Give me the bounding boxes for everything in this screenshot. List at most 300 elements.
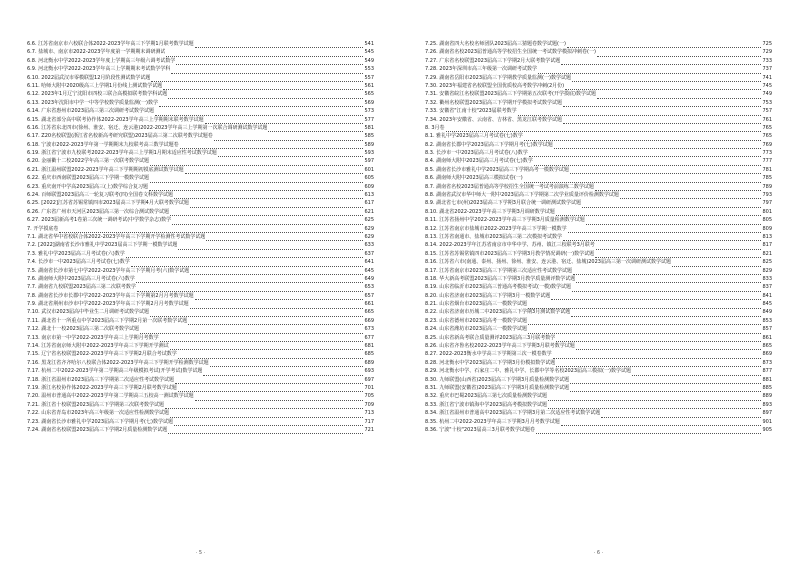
toc-entry[interactable] — [425, 208, 772, 216]
toc-entry-title: 8.30. 九师联盟(山西省)2023届高三下学期3月质量检测数学试题 — [425, 376, 570, 383]
toc-entry[interactable] — [425, 216, 772, 224]
toc-entry-title: 8.21. 山东省烟台市2023届高三一模数学试题 — [425, 301, 528, 308]
toc-leader-dots — [166, 50, 363, 57]
toc-leader-dots — [185, 167, 364, 174]
toc-entry-page: 765 — [762, 124, 772, 131]
toc-entry[interactable] — [425, 233, 772, 241]
toc-entry-page: 825 — [762, 259, 772, 266]
toc-entry[interactable] — [27, 392, 374, 400]
toc-entry[interactable] — [425, 48, 772, 56]
toc-leader-dots — [565, 83, 761, 90]
toc-entry-title: 8.27. 2022-2023衡水中学高三下学期第三次一模卷数学 — [425, 351, 552, 358]
toc-entry-page: 721 — [364, 426, 374, 433]
toc-leader-dots — [190, 201, 364, 208]
toc-entry-page: 637 — [364, 250, 374, 257]
toc-entry[interactable] — [27, 48, 374, 56]
toc-entry-title: 7.19. 浙江名校协作体2022-2023学年高三下学期2月联考数学试题 — [27, 385, 177, 391]
toc-leader-dots — [214, 134, 364, 141]
toc-leader-dots — [534, 159, 762, 166]
toc-leader-dots — [172, 217, 363, 224]
toc-entry-page: 793 — [762, 192, 772, 199]
toc-entry-page: 897 — [762, 410, 772, 417]
toc-entry-title: 7.18. 浙江省温州市2023届高三下学期第二次适应性考试数学试题 — [27, 376, 175, 383]
toc-entry-title: 6.8. 河北衡水中学2022-2023学年度上学期高三年级六调考试数学 — [27, 57, 176, 64]
toc-entry-title: 8.23. 山东省德州市2023届高考一模数学试题 — [425, 317, 528, 324]
toc-leader-dots — [672, 259, 762, 266]
toc-leader-dots — [210, 360, 364, 367]
toc-entry[interactable] — [27, 233, 374, 241]
toc-entry[interactable] — [425, 367, 772, 375]
toc-entry-title: 7.31. 安徽省皖江名校联盟2023届高三下学期第五次联考(开学摸底)数学试题 — [425, 91, 596, 98]
toc-entry[interactable] — [425, 283, 772, 291]
toc-entry-page: 845 — [762, 301, 772, 308]
toc-entry[interactable] — [425, 241, 772, 249]
toc-leader-dots — [556, 335, 761, 342]
toc-entry[interactable] — [27, 208, 374, 216]
toc-entry-page: 745 — [762, 82, 772, 89]
toc-entry[interactable] — [27, 124, 374, 132]
toc-entry-page: 581 — [364, 124, 374, 131]
toc-entry-page: 565 — [364, 91, 374, 98]
toc-entry-page: 769 — [762, 141, 772, 148]
toc-entry[interactable] — [425, 74, 772, 82]
toc-entry[interactable] — [27, 183, 374, 191]
toc-leader-dots — [597, 92, 762, 99]
toc-entry-title: 8.32. 重庆市巴蜀2023届高三第七次质量检测数学试题 — [425, 393, 548, 400]
toc-entry[interactable] — [425, 267, 772, 275]
toc-entry[interactable] — [27, 166, 374, 174]
toc-list-left — [27, 40, 374, 434]
toc-entry-page: 649 — [364, 275, 374, 282]
toc-entry-title: 7.30. 2023年福建省名校联盟全国优质校高考数学冲刺(2月份) — [425, 82, 565, 89]
toc-entry[interactable] — [27, 300, 374, 308]
toc-entry-title: 8.25. 山东省新高考联合质量测评2023届高三3月联考数学 — [425, 334, 556, 341]
toc-entry[interactable] — [27, 225, 374, 233]
toc-entry-page: 785 — [762, 175, 772, 182]
toc-entry-page: 665 — [364, 309, 374, 316]
toc-entry-page: 753 — [762, 99, 772, 106]
toc-leader-dots — [188, 318, 363, 325]
toc-entry[interactable] — [27, 401, 374, 409]
toc-leader-dots — [572, 285, 762, 292]
toc-leader-dots — [171, 66, 363, 73]
toc-entry-page: 573 — [364, 108, 374, 115]
toc-entry-title: 7.23. 湖南省长沙市雅礼中学2023届高三下学期月考(七)数学试题 — [27, 418, 173, 425]
toc-leader-dots — [556, 360, 761, 367]
toc-entry-page: 689 — [364, 359, 374, 366]
toc-entry-title: 6.11. 哈师大附中2020级高三上学期1月份线上测试数学试题 — [27, 82, 163, 89]
toc-entry-title: 7.1. 湖北省华中省校联合体2022-2023学年高三下学期开学检测性考试数学试题 — [27, 233, 206, 240]
toc-entry-page: 725 — [762, 40, 772, 47]
toc-entry[interactable] — [27, 74, 374, 82]
toc-entry[interactable] — [27, 149, 374, 157]
toc-entry-page: 593 — [364, 150, 374, 157]
toc-entry-page: 829 — [762, 267, 772, 274]
toc-entry[interactable] — [27, 65, 374, 73]
toc-entry-title: 7.14. 江苏省南京师大附中2022-2023学年高三下学期开学测试 — [27, 343, 169, 350]
toc-entry[interactable] — [27, 367, 374, 375]
toc-entry-page: 541 — [364, 40, 374, 47]
toc-entry[interactable] — [27, 216, 374, 224]
toc-entry-title: 7.4. 长沙市一中2023届高三月考试卷(七)数学 — [27, 259, 130, 266]
toc-entry[interactable] — [27, 342, 374, 350]
toc-leader-dots — [601, 410, 761, 417]
toc-entry-title: 7.2. [2022]湖南省长沙市雅礼中学2023届高三下学期一模数学试题 — [27, 242, 178, 249]
toc-entry-title: 8.1. 雅礼中学2023届高三月考试卷(七)数学 — [425, 133, 523, 140]
toc-entry[interactable] — [27, 350, 374, 358]
toc-leader-dots — [190, 301, 364, 308]
toc-leader-dots — [446, 125, 762, 132]
toc-leader-dots — [175, 377, 363, 384]
toc-entry[interactable] — [425, 317, 772, 325]
toc-entry-title: 7.7. 湖南省九校联盟2023届高三第二次联考数学 — [27, 284, 136, 291]
toc-entry[interactable] — [425, 183, 772, 191]
toc-entry[interactable] — [425, 166, 772, 174]
toc-entry[interactable] — [425, 174, 772, 182]
toc-entry[interactable] — [27, 426, 374, 434]
toc-entry-page: 557 — [364, 74, 374, 81]
toc-leader-dots — [582, 201, 762, 208]
toc-entry[interactable] — [27, 325, 374, 333]
toc-entry[interactable] — [425, 418, 772, 426]
toc-entry-page: 645 — [364, 267, 374, 274]
toc-entry[interactable] — [425, 342, 772, 350]
toc-entry-title: 8.9. 湖北省七市(州)2023届高三下学期3月联合统一调研测试数学试题 — [425, 200, 581, 207]
toc-entry[interactable] — [27, 250, 374, 258]
toc-entry[interactable] — [425, 199, 772, 207]
toc-entry-page: 737 — [762, 66, 772, 73]
toc-entry-page: 809 — [762, 225, 772, 232]
toc-entry[interactable] — [425, 124, 772, 132]
toc-entry-page: 561 — [364, 82, 374, 89]
toc-entry[interactable] — [425, 275, 772, 283]
toc-entry[interactable] — [27, 334, 374, 342]
toc-entry[interactable] — [425, 107, 772, 115]
toc-entry-page: 869 — [762, 351, 772, 358]
toc-entry-title: 7.24. 湖南省名校联盟2023届高三下学期2月质量检测数学试题 — [27, 426, 168, 433]
toc-entry[interactable] — [425, 409, 772, 417]
toc-entry[interactable] — [27, 107, 374, 115]
toc-entry[interactable] — [27, 292, 374, 300]
toc-entry-title: 6.15. 湖北省部分高中联考协作体2022-2023学年高三上学期期末联考数学试题 — [27, 116, 204, 123]
toc-leader-dots — [126, 251, 364, 258]
toc-entry[interactable] — [425, 40, 772, 48]
toc-entry[interactable] — [27, 157, 374, 165]
toc-entry[interactable] — [27, 409, 374, 417]
toc-leader-dots — [556, 209, 762, 216]
toc-entry-title: 6.12. 2023年1月辽宁沈阳市四校三联合高模拟联考数学科试题 — [27, 91, 168, 98]
toc-leader-dots — [597, 50, 762, 57]
toc-leader-dots — [174, 192, 364, 199]
toc-leader-dots — [150, 175, 363, 182]
toc-entry-page: 733 — [762, 57, 772, 64]
toc-entry-title: 6.21. 浙江温州联盟2022-2023学年高三下学期期初摸底测试数学试题 — [27, 166, 184, 173]
toc-leader-dots — [136, 276, 364, 283]
toc-entry[interactable] — [27, 359, 374, 367]
toc-entry[interactable] — [425, 392, 772, 400]
toc-leader-dots — [570, 377, 761, 384]
toc-leader-dots — [595, 251, 761, 258]
toc-entry-page: 641 — [364, 259, 374, 266]
toc-entry[interactable] — [27, 384, 374, 392]
toc-entry-title: 6.22. 重庆市西南联盟2023届高三下学期一模数学试题 — [27, 175, 150, 182]
toc-entry-page: 901 — [762, 418, 772, 425]
toc-entry[interactable] — [425, 132, 772, 140]
toc-entry-page: 837 — [762, 284, 772, 291]
toc-leader-dots — [206, 234, 363, 241]
toc-entry-title: 8.26. 山东省齐鲁名校2022-2023学年高三下学期3月联考数学试题 — [425, 343, 575, 350]
toc-entry-title: 7.8. 湖南省长沙市长郡中学2022-2023学年高三下学期第2月月考数学试题 — [27, 292, 194, 299]
toc-entry[interactable] — [27, 376, 374, 384]
toc-entry-title: 8.6. 湖南师大附中2023届高三模拟试卷(一) — [425, 175, 523, 182]
toc-leader-dots — [163, 83, 363, 90]
toc-entry-title: 8.2. 湖南省长郡中学2023届高三下学期月考(七)数学试题 — [425, 141, 553, 148]
toc-leader-dots — [150, 310, 363, 317]
toc-entry[interactable] — [425, 401, 772, 409]
toc-entry-page: 609 — [364, 183, 374, 190]
toc-entry[interactable] — [27, 317, 374, 325]
toc-entry-title: 7.33. 安徽省"江南十校"2023届联考数学 — [425, 108, 517, 115]
toc-entry-page: 549 — [364, 57, 374, 64]
toc-leader-dots — [567, 41, 762, 48]
toc-leader-dots — [570, 385, 761, 392]
toc-entry-title: 6.10. 2022届武汉市零模联盟12月阶段性测试数学试题 — [27, 74, 151, 81]
toc-leader-dots — [561, 58, 761, 65]
toc-entry[interactable] — [425, 57, 772, 65]
toc-entry-page: 697 — [364, 376, 374, 383]
toc-leader-dots — [137, 285, 364, 292]
toc-entry[interactable] — [425, 157, 772, 165]
toc-entry[interactable] — [27, 309, 374, 317]
toc-entry-page: 717 — [364, 418, 374, 425]
toc-entry-page: 553 — [364, 66, 374, 73]
toc-entry-title: 7.11. 湖北省十一所重点中学2023届高三下学期2月第一次联考数学试题 — [27, 317, 188, 324]
toc-entry-page: 865 — [762, 343, 772, 350]
toc-entry[interactable] — [425, 225, 772, 233]
toc-leader-dots — [528, 318, 761, 325]
toc-entry[interactable] — [425, 82, 772, 90]
toc-entry[interactable] — [27, 283, 374, 291]
toc-entry[interactable] — [27, 99, 374, 107]
toc-entry[interactable] — [425, 350, 772, 358]
toc-entry-page: 601 — [364, 166, 374, 173]
toc-entry[interactable] — [425, 309, 772, 317]
toc-entry[interactable] — [27, 267, 374, 275]
toc-entry[interactable] — [27, 40, 374, 48]
toc-leader-dots — [568, 226, 762, 233]
toc-leader-dots — [620, 192, 762, 199]
toc-entry-title: 8.11. 江苏省扬州中学2022-2023学年高三下学期3月质量检测数学试题 — [425, 217, 585, 224]
toc-leader-dots — [554, 142, 762, 149]
toc-leader-dots — [548, 402, 761, 409]
toc-entry-title: 8.15. 江苏省苏锡常镇四市2023届高三下学期3月教学情况调研(一)数学试题 — [425, 250, 595, 257]
toc-leader-dots — [570, 167, 762, 174]
toc-leader-dots — [195, 41, 364, 48]
toc-entry-title: 7.21. 浙江省十校联盟2023届高三下学期第三次联考数学试题 — [27, 401, 165, 408]
toc-entry[interactable] — [425, 426, 772, 434]
toc-entry[interactable] — [27, 258, 374, 266]
toc-entry-page: 857 — [762, 326, 772, 333]
toc-entry-title: 8.29. 河北衡水中学、石家庄二中、雅礼中学、长郡中学等名校2023届高三模拟(一)数学试题 — [425, 368, 631, 375]
toc-entry-title: 8.5. 湖南省长沙市雅礼中学2023届高三下学期高考一模数学试题 — [425, 166, 569, 173]
toc-leader-dots — [168, 427, 363, 434]
toc-entry-page: 705 — [364, 393, 374, 400]
toc-entry-title: 6.17. Z20名校联盟(浙江省名校新高考研究联盟)2023届高三第二次联考数学试题卷 — [27, 133, 213, 140]
toc-entry-title: 8.16. 江苏省六市(南通、泰州、扬州、徐州、淮安、连云港、宿迁、盐城)2023届高三第一次调研测试数学试题 — [425, 259, 671, 266]
toc-entry-title: 7.17. 杭州二中2022-2023学年第二学期高三年级模拟考试(开学考试)数学试题 — [27, 368, 203, 375]
toc-leader-dots — [150, 159, 363, 166]
toc-entry-page: 841 — [762, 292, 772, 299]
toc-entry-title: 8.20. 山东省济南市2023届高三下学期3月一模数学试题 — [425, 292, 551, 299]
toc-entry-page: 765 — [762, 133, 772, 140]
toc-leader-dots — [563, 100, 761, 107]
toc-leader-dots — [572, 75, 762, 82]
toc-entry-title: 6.13. 2023年沈阳市中学一中等学校数学质量监测(一)数学 — [27, 99, 158, 106]
toc-leader-dots — [548, 394, 761, 401]
toc-entry-title: 7.9. 湖北省荆州市沙市中学2022-2023学年高三下学期2月月考数学试题 — [27, 301, 189, 308]
toc-entry-title: 6.16. 江苏省东北四市(徐州、淮安、宿迁、连云港)2022-2023学年高三上学期第一次联合调研测试数学试题 — [27, 124, 268, 131]
page-number-right: · 6 · — [593, 550, 604, 556]
toc-entry-title: 8.31. 九师联盟(安徽省)2023届高三下学期3月质量检测数学试题 — [425, 385, 570, 391]
toc-entry-title: 6.14. 广东省惠州市2023届高三第三次调研考试数学试题 — [27, 108, 155, 115]
toc-entry-page: 685 — [364, 351, 374, 358]
toc-entry[interactable] — [425, 90, 772, 98]
toc-entry-page: 893 — [762, 401, 772, 408]
toc-entry[interactable] — [425, 300, 772, 308]
page-number-left: · 5 · — [195, 550, 206, 556]
toc-entry[interactable] — [425, 116, 772, 124]
toc-page-right — [425, 40, 772, 556]
toc-entry-title: 8.34. 浙江省温州市普通高中2023届高三下学期3月第二次适应性考试数学试题 — [425, 410, 601, 417]
toc-entry[interactable] — [425, 376, 772, 384]
toc-leader-dots — [131, 259, 364, 266]
toc-entry-title: 7.27. 广东省名校联盟2023届高三下学期2月大联考数学试题 — [425, 57, 561, 64]
toc-entry-page: 713 — [364, 410, 374, 417]
toc-entry-page: 749 — [762, 91, 772, 98]
toc-entry-page: 801 — [762, 208, 772, 215]
toc-entry[interactable] — [425, 99, 772, 107]
toc-entry-page: 629 — [364, 225, 374, 232]
toc-entry-page: 889 — [762, 393, 772, 400]
toc-entry[interactable] — [425, 384, 772, 392]
toc-entry[interactable] — [425, 250, 772, 258]
toc-entry[interactable] — [27, 132, 374, 140]
toc-entry[interactable] — [27, 82, 374, 90]
toc-entry-title: 7.3. 雅礼中学2023届高三月考试卷(六)数学 — [27, 250, 125, 257]
toc-leader-dots — [160, 335, 364, 342]
toc-entry[interactable] — [27, 141, 374, 149]
toc-entry-title: 8.33. 浙江省宁波市镇海中学2023届高考模拟数学试题 — [425, 401, 548, 408]
toc-entry-page: 693 — [364, 368, 374, 375]
toc-entry[interactable] — [27, 191, 374, 199]
toc-leader-dots — [178, 352, 364, 359]
toc-entry[interactable] — [425, 65, 772, 73]
toc-entry[interactable] — [425, 191, 772, 199]
toc-leader-dots — [159, 100, 364, 107]
toc-entry[interactable] — [27, 199, 374, 207]
toc-leader-dots — [529, 150, 762, 157]
toc-entry-page: 661 — [364, 301, 374, 308]
toc-entry-title: 7.28. 2023年深圳市高三年级第一次调研考试数学 — [425, 66, 538, 73]
toc-leader-dots — [140, 326, 363, 333]
toc-entry[interactable] — [27, 90, 374, 98]
toc-entry-title: 6.24. 百师联盟2023届高三一轮复习联考(四)全国卷文科数学试题 — [27, 192, 173, 199]
toc-entry[interactable] — [425, 359, 772, 367]
toc-leader-dots — [205, 117, 364, 124]
toc-entry[interactable] — [27, 57, 374, 65]
toc-entry-page: 605 — [364, 175, 374, 182]
toc-entry[interactable] — [425, 292, 772, 300]
toc-entry-page: 833 — [762, 275, 772, 282]
toc-entry-page: 773 — [762, 150, 772, 157]
toc-entry-title: 7.25. 湖南省四大名校名师团队2023届高三猜题卷数学试题(一) — [425, 40, 566, 47]
toc-entry-page: 849 — [762, 309, 772, 316]
toc-entry[interactable] — [425, 334, 772, 342]
toc-leader-dots — [596, 243, 762, 250]
toc-entry-page: 625 — [364, 217, 374, 224]
toc-leader-dots — [586, 217, 762, 224]
toc-entry-page: 621 — [364, 208, 374, 215]
toc-entry-page: 741 — [762, 74, 772, 81]
toc-entry-page: 577 — [364, 116, 374, 123]
toc-leader-dots — [528, 301, 761, 308]
toc-entry-title: 7.5. 湖南省长沙市第七中学2022-2023学年高三下学期月考(六)数学试题 — [27, 267, 190, 274]
toc-entry-title: 8.3. 长沙市一中2023届高三月考试卷(八)数学 — [425, 150, 528, 157]
toc-entry-page: 861 — [762, 334, 772, 341]
toc-entry[interactable] — [27, 418, 374, 426]
toc-entry-page: 677 — [364, 334, 374, 341]
toc-entry[interactable] — [27, 174, 374, 182]
toc-entry-title: 8.8. 湖南省武汉市华中师大一附中2023届高三下学期第二次学业质量评价检测数学试题 — [425, 192, 619, 199]
toc-entry-page: 617 — [364, 200, 374, 207]
toc-page-left — [27, 40, 374, 556]
toc-entry-page: 777 — [762, 158, 772, 165]
toc-entry-title: 7.15. 辽宁省名校联盟2022-2023学年高三下学期2月联合考试数学 — [27, 351, 177, 358]
toc-entry-title: 6.19. 浙江省宁波市九校联考2022-2023学年高三上学期1月期末适应性考试数学试题 — [27, 150, 217, 157]
toc-entry[interactable] — [425, 141, 772, 149]
toc-leader-dots — [168, 92, 363, 99]
toc-entry-page: 669 — [364, 317, 374, 324]
toc-entry-title: 7.6. 湖南师大附中2023届高三月考试卷(六)数学 — [27, 275, 135, 282]
toc-entry-title: 6.6. 江苏省南京市六校联合体2022-2023学年高三下学期1月联考数学试题 — [27, 40, 194, 47]
toc-entry-title: 6.9. 河北衡水中学2022-2023学年高三上学期期末考试数学学科 — [27, 66, 171, 73]
toc-leader-dots — [553, 352, 762, 359]
toc-entry-title: 6.26. 广东省广州市天河区2023届高三第一次综合测试数学试题 — [27, 208, 170, 215]
toc-entry-title: 8.13. 江苏省南通市、盐城市2023届高三第二次模拟考试数学 — [425, 233, 563, 240]
toc-entry[interactable] — [27, 275, 374, 283]
toc-entry-page: 673 — [364, 326, 374, 333]
toc-leader-dots — [561, 419, 762, 426]
toc-entry[interactable] — [425, 149, 772, 157]
toc-entry-page: 761 — [762, 116, 772, 123]
toc-entry-page: 681 — [364, 343, 374, 350]
toc-entry-title: 6.20. 金丽衢十二校2022学年高三第一次联考数学试题 — [27, 158, 150, 165]
toc-entry[interactable] — [27, 241, 374, 249]
toc-entry[interactable] — [425, 258, 772, 266]
toc-leader-dots — [174, 419, 364, 426]
toc-leader-dots — [632, 368, 762, 375]
toc-entry-title: 6.7. 盐城市、南京市2022-2023学年度第一学期期末调研测试 — [27, 49, 166, 56]
toc-entry-page: 905 — [762, 426, 772, 433]
toc-entry-page: 729 — [762, 49, 772, 56]
toc-entry-page: 757 — [762, 108, 772, 115]
toc-leader-dots — [218, 150, 364, 157]
toc-leader-dots — [524, 134, 762, 141]
toc-entry-title: 8.10. 湖北省2022-2023学年高三下学期3月调研数学试题 — [425, 208, 555, 215]
toc-entry[interactable] — [27, 116, 374, 124]
toc-entry-title: 8. 3月卷 — [425, 124, 445, 131]
toc-entry[interactable] — [425, 325, 772, 333]
